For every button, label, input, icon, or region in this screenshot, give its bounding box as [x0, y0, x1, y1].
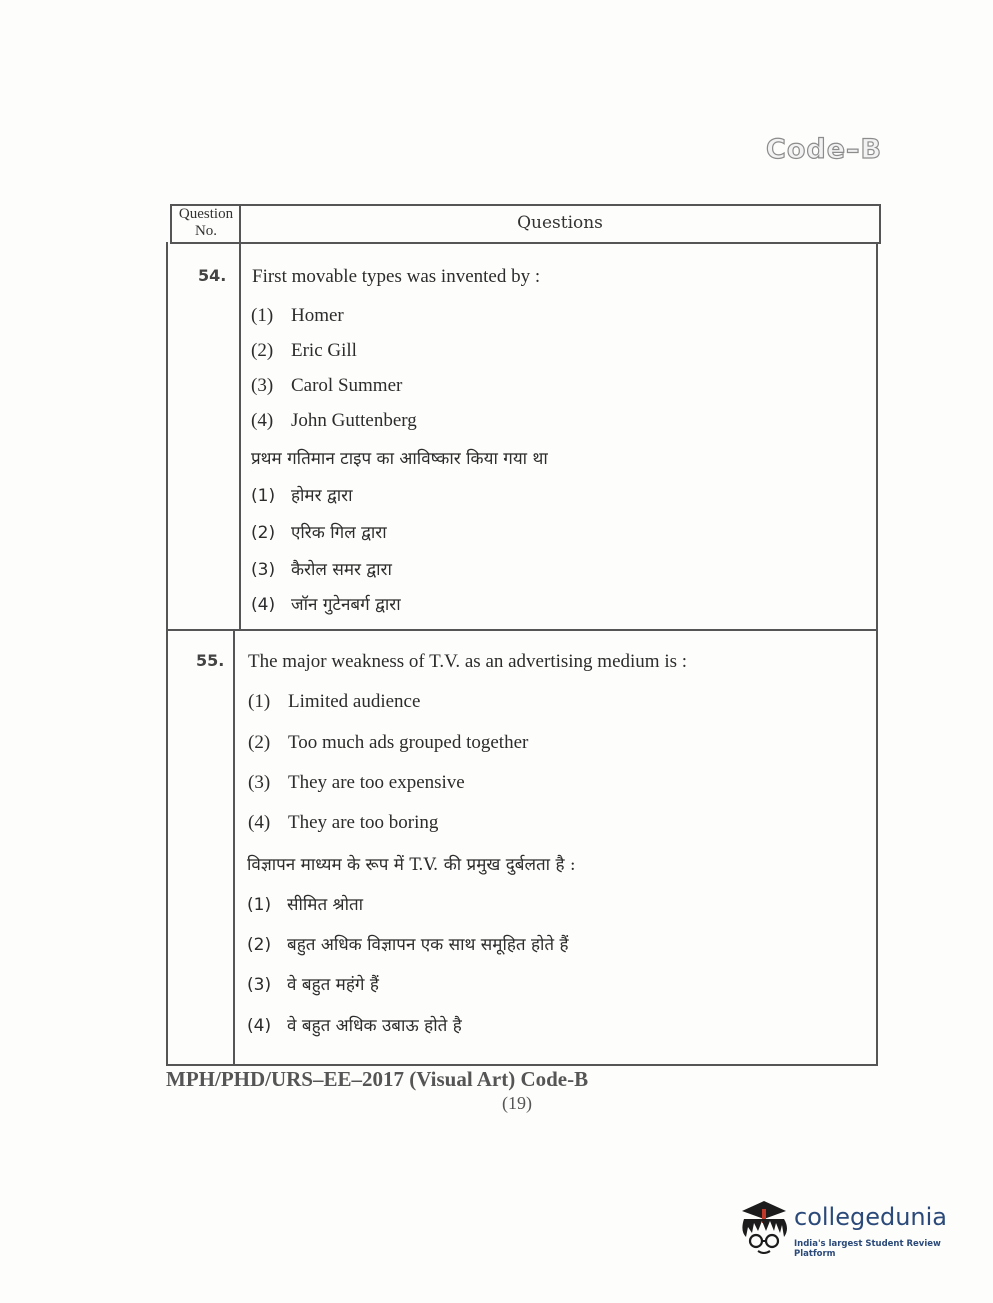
code-label: Code–B [766, 134, 883, 165]
option-text: They are too expensive [288, 772, 465, 793]
option-hi [251, 483, 353, 506]
option-en [251, 410, 417, 432]
option-number: (4) [251, 410, 274, 431]
header-question-no [172, 206, 240, 240]
question-stem-en: The major weakness of T.V. as an advertising medium is : [248, 651, 688, 672]
header-question-no-line1: Question [178, 206, 234, 222]
option-hi [251, 520, 387, 543]
option-text: बहुत अधिक विज्ञापन एक साथ समूहित होते हैं [287, 935, 569, 955]
option-number: (3) [247, 975, 272, 995]
question-stem-hi: प्रथम गतिमान टाइप का आविष्कार किया गया था [251, 449, 548, 469]
option-text: वे बहुत अधिक उबाऊ होते है [287, 1016, 462, 1036]
option-number: (1) [247, 895, 272, 915]
option-text: कैरोल समर द्वारा [291, 560, 392, 580]
option-hi [247, 892, 363, 915]
header-question-no-line2: No. [194, 223, 218, 239]
table-column-divider-lower [233, 630, 235, 1065]
question-number: 55. [196, 651, 225, 670]
option-hi [247, 972, 379, 995]
table-header-divider [172, 242, 881, 244]
option-en [248, 732, 528, 754]
option-text: They are too boring [288, 812, 439, 833]
table-border-right-lower [876, 242, 878, 1065]
option-number: (4) [248, 812, 271, 833]
option-number: (2) [251, 340, 274, 361]
option-number: (1) [251, 486, 276, 506]
option-text: John Guttenberg [291, 410, 417, 431]
brand-name: collegedunia [794, 1203, 948, 1231]
option-text: Limited audience [288, 691, 421, 712]
option-hi [247, 1013, 462, 1036]
option-text: जॉन गुटेनबर्ग द्वारा [291, 595, 401, 615]
option-number: (3) [251, 375, 274, 396]
table-border-bottom [166, 1064, 878, 1066]
option-number: (1) [248, 691, 271, 712]
option-en [251, 375, 402, 397]
option-hi [251, 592, 401, 615]
option-text: Too much ads grouped together [288, 732, 529, 753]
question-stem-hi: विज्ञापन माध्यम के रूप में T.V. की प्रमुख दुर्बलता है : [247, 855, 576, 875]
option-en [251, 305, 344, 327]
option-number: (3) [251, 560, 276, 580]
option-text: वे बहुत महंगे हैं [287, 975, 379, 995]
option-number: (1) [251, 305, 274, 326]
option-text: एरिक गिल द्वारा [291, 523, 387, 543]
option-text: Homer [291, 305, 344, 326]
option-hi [251, 557, 392, 580]
mascot-icon [736, 1197, 792, 1257]
option-hi [247, 932, 569, 955]
option-en [248, 772, 465, 794]
option-text: होमर द्वारा [291, 486, 353, 506]
option-number: (2) [251, 523, 276, 543]
page-number: (19) [502, 1093, 532, 1113]
header-questions: Questions [517, 213, 603, 233]
question-number: 54. [198, 266, 227, 285]
option-number: (2) [248, 732, 271, 753]
table-column-divider [239, 204, 241, 630]
option-en [251, 340, 357, 362]
brand-logo [736, 1197, 966, 1257]
option-text: Carol Summer [291, 375, 403, 396]
brand-tagline: India's largest Student Review Platform [794, 1239, 941, 1259]
table-border-top [172, 204, 881, 206]
question-stem-en: First movable types was invented by : [252, 266, 541, 287]
option-number: (2) [247, 935, 272, 955]
table-border-left-lower [166, 242, 168, 1065]
option-number: (3) [248, 772, 271, 793]
option-text: Eric Gill [291, 340, 357, 361]
page-footer: MPH/PHD/URS–EE–2017 (Visual Art) Code-B [166, 1067, 589, 1091]
option-number: (4) [247, 1016, 272, 1036]
option-en [248, 812, 438, 834]
question-divider [168, 629, 878, 631]
option-en [248, 691, 420, 713]
option-text: सीमित श्रोता [287, 895, 364, 915]
option-number: (4) [251, 595, 276, 615]
